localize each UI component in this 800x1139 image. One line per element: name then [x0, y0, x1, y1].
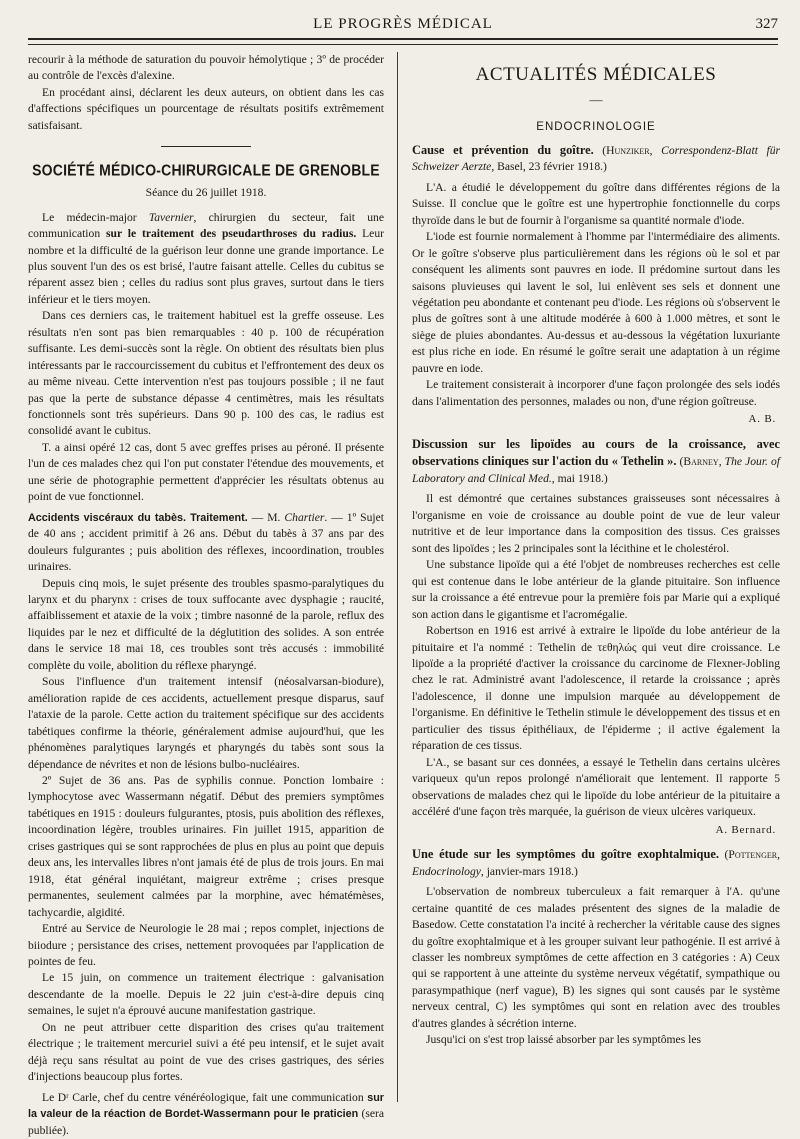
- paragraph: Sous l'influence d'un traitement intensif (néosalvarsan-biodure), amélioration rapide de ces accidents, actuellement presque disparus, sauf l'ataxie de la parole. Cette action du traitement spécifique sur des accidents tabétiques confirme la théorie, généralement admise aujourd'hui, que les phénomènes paralytiques laryngés et pharyngés du tabès sont sous la dépendance de névrites et non de lésions bulbo-nucléaires.: [28, 675, 384, 771]
- paragraph: L'iode est fournie normalement à l'homme par l'intermédiaire des aliments. Or le goître s'observe plus particulièrement dans les régions où le sol et par conséquent les aliments sont pauvres en iode. Il prédomine surtout dans les saisons pluvieuses qui lavent le sol, lui enlèvent ses sels et donnent une végétation peu abondante et contenant peu d'iode. Les régions où s'observent le plus de goîtres sont à une altitude modérée à 600 à 1.000 mètres, et sont le siège de pluies abondantes. Au-dessus et au-dessous la végétation luxuriante est plus riche en iode. En résumé le goître serait une adaptation à un régime pauvre en iode.: [412, 230, 780, 375]
- subsection-heading: ENDOCRINOLOGIE: [536, 121, 656, 134]
- paragraph: En procédant ainsi, déclarent les deux auteurs, on obtient dans les cas d'affections spécifiques un pourcentage de résultats positifs extrêmement satisfaisant.: [28, 85, 384, 132]
- right-column: [412, 52, 780, 1049]
- paragraph: 2º Sujet de 36 ans. Pas de syphilis connue. Ponction lombaire : lymphocytose avec Wassermann négatif. Début des premiers symptômes tabétiques en 1915 : douleurs fulgurantes, ptosis, puis abolition des réflexes, incoordination légère, troubles urinaires. Fin juillet 1915, apparition de crises gastriques qui se sont rapprochées de plus en plus au point que depuis deux ans, les intervalles libres n'ont jamais été de plus de trois jours. En mai 1918, état général inquiétant, maigreur extrême ; crises presque permanentes, seulement calmées par la morphine, avec hématémèses, tachycardie, algidité.: [28, 774, 384, 919]
- article-title: Cause et prévention du goître. (Hunziker, Correspondenz-Blatt für Schweizer Aerzte, Basel, 23 février 1918.): [412, 142, 780, 174]
- paragraph: Dans ces derniers cas, le traitement habituel est la greffe osseuse. Les résultats n'en sont pas bien remarquables : 40 p. 100 de récupération suffisante. Les demi-succès sont la règle. On obtient des résultats bien plus intéressants par le raccourcissement du cubitus et l'effrontement des deux os au même niveau. Cette intervention n'est pas toujours possible ; il ne faut pas que la perte de substance dépasse 4 centimètres, mais les résultats fonctionnels sont très supérieurs. Dans 90 p. 100 des cas, le radius est consolidé avant le cubitus.: [28, 309, 384, 438]
- paragraph: Il est démontré que certaines substances graisseuses sont nécessaires à l'organisme en voie de croissance au double point de vue de leur valeur nutritive et de leur importance dans la composition des tissus. Ces graisses sont des lipoïdes ; les 2 principales sont la lécithine et le cholestérol.: [412, 492, 780, 555]
- page-header: [28, 14, 778, 40]
- session-date: Séance du 26 juillet 1918.: [145, 186, 267, 200]
- paragraph: Accidents viscéraux du tabès. Traitement. — M. Chartier. — 1º Sujet de 40 ans ; accident primitif à 26 ans. Début du tabès à 37 ans par des douleurs fulgurantes ; puis abolition des réflexes, incoordination, troubles urinaires.: [28, 510, 384, 574]
- paragraph: L'A. a étudié le développement du goître dans différentes régions de la Suisse. Il conclue que le goître est une hypertrophie fonctionnelle du corps thyroïde dans le but de fournir à l'organisme sa quantité normale d'iode.: [412, 180, 780, 227]
- column-divider: [397, 52, 398, 1102]
- journal-title: LE PROGRÈS MÉDICAL: [313, 16, 493, 32]
- article-title: Discussion sur les lipoïdes au cours de la croissance, avec observations cliniques sur l'action du « Tethelin ». (Barney, The Jour. of Laboratory and Clinical Med., mai 1918.): [412, 436, 780, 485]
- paragraph: recourir à la méthode de saturation du pouvoir hémolytique ; 3º de procéder au contrôle de l'excès d'alexine.: [28, 53, 384, 83]
- paragraph: Jusqu'ici on s'est trop laissé absorber par les symptômes les: [426, 1033, 701, 1047]
- paragraph: L'observation de nombreux tuberculeux a fait remarquer à l'A. qu'une certaine quantité de ces malades présentent des signes de la maladie de Basedow. Cette constatation l'a incité à rechercher la véritable cause des signes du goître exophtalmique et à les grouper suivant leur pathogénie. Il est arrivé à classer les nombreux symptômes de cette affection en 3 catégories : A) Ceux qui se rapportent à une atteinte du système nerveux végétatif, sympathique ou parasympathique (nerf vague), B) les signes qui sont causés par le système nerveux central, C) les symptômes qui sont en relation avec des troubles d'autres glandes à sécrétion interne.: [412, 885, 780, 1030]
- paragraph: Une substance lipoïde qui a été l'objet de nombreuses recherches est celle qui est contenue dans le lobe antérieur de la glande pituitaire. Son influence sur la croissance a été entrevue pour la première fois par Marie qui a expliqué son action dans le gigantisme et l'acromégalie.: [412, 558, 780, 621]
- separator-rule: [161, 146, 251, 147]
- society-heading: SOCIÉTÉ MÉDICO-CHIRURGICALE DE GRENOBLE: [32, 160, 380, 180]
- paragraph: Robertson en 1916 est arrivé à extraire le lipoïde du lobe antérieur de la pituitaire et l'a nommé : Tethelin de τεθηλώς qui veut dire croissance. Le lipoïde a la propriété d'activer la croissance du carcinome de Flexner-Jobling chez le rat. Administré avant l'adolescence, il retarde la croissance ; après l'adolescence, il donne une impulsion marquée au développement de l'organisme. En définitive le Tethelin stimule le développement des tissus et en particulier des tissus épithéliaux, de l'épiderme ; il active également la réparation de ces tissus.: [412, 624, 780, 753]
- section-dash: —: [589, 91, 603, 107]
- header-rule: [28, 44, 778, 45]
- paragraph: Entré au Service de Neurologie le 28 mai ; repos complet, injections de biiodure ; persistance des crises, nettement provoquées par l'application de pointes de feu.: [28, 922, 384, 968]
- paragraph: Le Dʳ Carle, chef du centre vénéréologique, fait une communication sur la valeur de la réaction de Bordet-Wassermann pour le praticien (sera publiée).: [28, 1090, 384, 1137]
- paragraph: Le traitement consisterait à incorporer d'une façon prolongée des sels iodés dans l'alimentation des personnes, malades ou non, d'une région goîtreuse.: [412, 378, 780, 408]
- section-heading: ACTUALITÉS MÉDICALES: [475, 64, 717, 85]
- article-title: Une étude sur les symptômes du goître exophtalmique. (Pottenger, Endocrinology, janvier-mars 1918.): [412, 847, 780, 878]
- paragraph: Le médecin-major Tavernier, chirurgien du secteur, fait une communication sur le traitement des pseudarthroses du radius. Leur nombre et la difficulté de la guérison leur donne une grande importance. Le plus souvent l'un des os est brisé, l'autre faisant attelle. Celles du cubitus se réparent assez bien ; celles du radius sont plus graves, surtout dans le tiers inférieur et le tiers moyen.: [28, 210, 384, 306]
- left-column: [28, 52, 384, 1139]
- page-number: 327: [755, 16, 778, 32]
- paragraph: Depuis cinq mois, le sujet présente des troubles spasmo-paralytiques du larynx et du pharynx : crises de toux suffocante avec dysphagie ; raucité, affaiblissement et ataxie de la voix ; timbre nasonné de la parole, reflux des liquides par le nez et difficulté de la déglutition des solides. A son entrée dans le service 18 mai 18, ces troubles sont très accusés : immobilité complète du voile, abolition du réflexe pharyngé.: [28, 576, 384, 672]
- author-signature: A. Bernard.: [715, 823, 776, 836]
- paragraph: L'A., se basant sur ces données, a essayé le Tethelin dans certains ulcères variqueux qu'un repos prolongé n'améliorait que lentement. Il rapporte 5 observations de malades chez qui le lipoïde du lobe antérieur de la pituitaire a accéléré d'une façon très marquée, la guérison de vieux ulcères variqueux.: [412, 755, 780, 819]
- paragraph: On ne peut attribuer cette disparition des crises qu'au traitement électrique ; le traitement mercuriel suivi a été peu intensif, et le sujet avait déjà reçu sans résultat au point de vue des crises gastriques, des séries d'injections beaucoup plus fortes.: [28, 1020, 384, 1084]
- author-signature: A. B.: [748, 413, 776, 426]
- paragraph: T. a ainsi opéré 12 cas, dont 5 avec greffes prises au péroné. Il présente l'un de ces malades chez qui l'on put constater l'étendue des mouvements, et une série de photographie permettent d'apprécier les résultats obtenus au point de vue fonctionnel.: [28, 440, 384, 504]
- paragraph: Le 15 juin, on commence un traitement électrique : galvanisation descendante de la moelle. Depuis le 22 juin c'est-à-dire depuis cinq semaines, le sujet n'a éprouvé aucune manifestation gastrique.: [28, 971, 384, 1018]
